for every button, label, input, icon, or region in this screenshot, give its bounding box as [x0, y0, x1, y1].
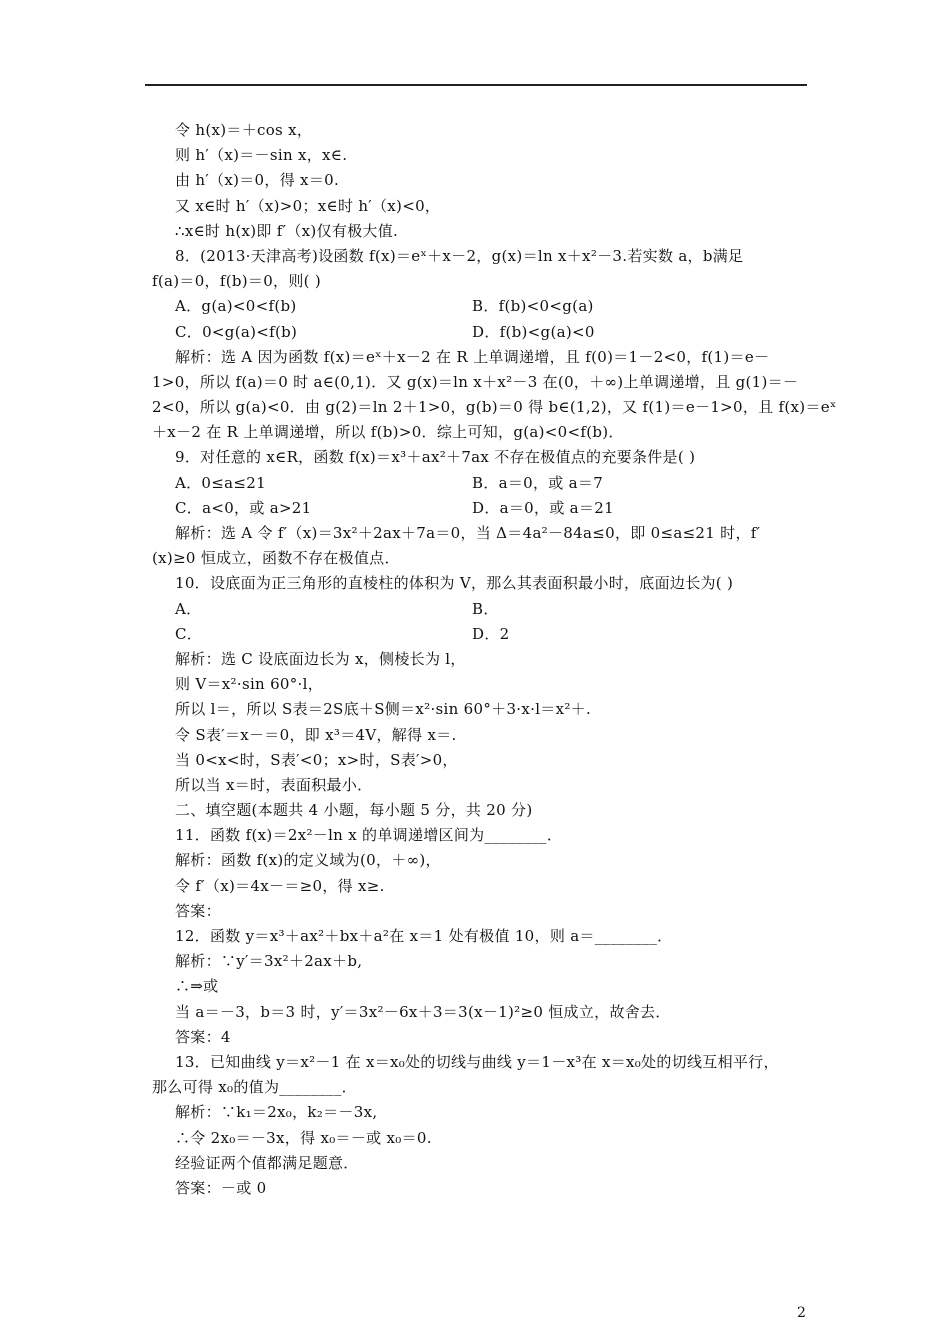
text-line: 12．函数 y＝x³＋ax²＋bx＋a²在 x＝1 处有极值 10，则 a＝________．: [175, 927, 673, 945]
text-line: (x)≥0 恒成立，函数不存在极值点．: [152, 549, 400, 568]
text-line: 1>0，所以 f(a)＝0 时 a∈(0,1)．又 g(x)＝ln x＋x²－3 在(0，＋∞)上单调递增，且 g(1)＝－: [152, 372, 799, 391]
text-line: 令 S表′＝x－＝0，即 x³＝4V，解得 x＝.: [175, 725, 457, 744]
text-line: 当 a＝－3，b＝3 时，y′＝3x²－6x＋3＝3(x－1)²≥0 恒成立，故舍去．: [175, 1002, 671, 1021]
text-line: 13．已知曲线 y＝x²－1 在 x＝x₀处的切线与曲线 y＝1－x³在 x＝x₀处的切线互相平行，: [175, 1052, 779, 1071]
text-line: 答案：－或 0: [175, 1178, 267, 1197]
header-rule: [145, 84, 807, 86]
text-line: 2<0，所以 g(a)<0．由 g(2)＝ln 2＋1>0，g(b)＝0 得 b∈(1,2)，又 f(1)＝e－1>0，且 f(x)＝eˣ: [152, 398, 837, 417]
answer-options-row: [152, 471, 807, 496]
answer-option: B．f(b)<0<g(a): [472, 297, 594, 316]
answer-option: C．: [175, 624, 203, 643]
answer-option: D．2: [472, 624, 510, 643]
answer-option: C．0<g(a)<f(b): [175, 322, 298, 341]
answer-option: A．0≤a≤21: [175, 473, 266, 492]
text-line: f(a)＝0，f(b)＝0，则( ): [152, 272, 322, 291]
text-line: 由 h′（x)＝0，得 x＝0.: [175, 171, 340, 190]
text-line: 解析：选 A 令 f′（x)＝3x²＋2ax＋7a＝0，当 Δ＝4a²－84a≤0，即 0≤a≤21 时，f′: [175, 524, 761, 542]
text-line: 经验证两个值都满足题意．: [175, 1153, 359, 1172]
answer-options-row: [152, 496, 807, 521]
text-line: 11．函数 f(x)＝2x²－ln x 的单调递增区间为________．: [175, 826, 563, 845]
text-line: 则 V＝x²·sin 60°·l，: [175, 675, 324, 694]
text-line: 10．设底面为正三角形的直棱柱的体积为 V，那么其表面积最小时，底面边长为( ): [175, 574, 734, 593]
text-line: 二、填空题(本题共 4 小题，每小题 5 分，共 20 分): [175, 801, 533, 820]
answer-option: A．g(a)<0<f(b): [175, 297, 297, 316]
text-line: 令 h(x)＝＋cos x，: [175, 121, 313, 139]
text-line: 9．对任意的 x∈R，函数 f(x)＝x³＋ax²＋7ax 不存在极值点的充要条件是( ): [175, 448, 696, 467]
answer-option: C．a<0，或 a>21: [175, 498, 312, 517]
page-number: 2: [797, 1305, 806, 1321]
answer-option: D．f(b)<g(a)<0: [472, 322, 595, 341]
text-line: 解析：选 A 因为函数 f(x)＝eˣ＋x－2 在 R 上单调递增，且 f(0)＝1－2<0，f(1)＝e－: [175, 347, 770, 366]
text-line: 又 x∈时 h′（x)>0；x∈时 h′（x)<0，: [175, 196, 441, 215]
answer-option: D．a＝0，或 a＝21: [472, 498, 614, 517]
text-line: 解析：∵y′＝3x²＋2ax＋b,: [175, 952, 363, 971]
text-line: 答案：: [175, 901, 221, 920]
answer-option: B．a＝0，或 a＝7: [472, 473, 604, 492]
text-line: 所以 l＝，所以 S表＝2S底＋S侧＝x²·sin 60°＋3·x·l＝x²＋.: [175, 700, 592, 719]
answer-options-row: [152, 294, 807, 319]
answer-options-row: [152, 597, 807, 622]
text-line: 解析：∵k₁＝2x₀，k₂＝－3x,: [175, 1103, 378, 1122]
answer-option: B．: [472, 599, 499, 618]
text-line: ∴x∈时 h(x)即 f′（x)仅有极大值.: [175, 221, 399, 240]
text-line: 那么可得 x₀的值为________．: [152, 1078, 357, 1097]
text-line: 当 0<x<时，S表′<0；x>时，S表′>0，: [175, 750, 458, 769]
answer-options-row: [152, 622, 807, 647]
text-line: ∴⇒或: [175, 977, 219, 996]
text-line: 答案：4: [175, 1027, 231, 1046]
text-line: 所以当 x＝时，表面积最小．: [175, 775, 373, 794]
text-line: 令 f′（x)＝4x－＝≥0，得 x≥.: [175, 876, 385, 895]
text-line: 则 h′（x)＝－sin x，x∈.: [175, 146, 348, 165]
text-line: 解析：选 C 设底面边长为 x，侧棱长为 l，: [175, 649, 466, 668]
text-line: ∴令 2x₀＝－3x，得 x₀＝－或 x₀＝0.: [175, 1128, 432, 1147]
document-body: [152, 118, 837, 1201]
answer-option: A．: [175, 599, 202, 618]
text-line: 8．(2013·天津高考)设函数 f(x)＝eˣ＋x－2，g(x)＝ln x＋x²－3.若实数 a，b满足: [175, 246, 744, 265]
text-line: 解析：函数 f(x)的定义域为(0，＋∞)，: [175, 851, 441, 870]
answer-options-row: [152, 320, 807, 345]
text-line: ＋x－2 在 R 上单调递增，所以 f(b)>0．综上可知，g(a)<0<f(b)．: [152, 423, 624, 442]
